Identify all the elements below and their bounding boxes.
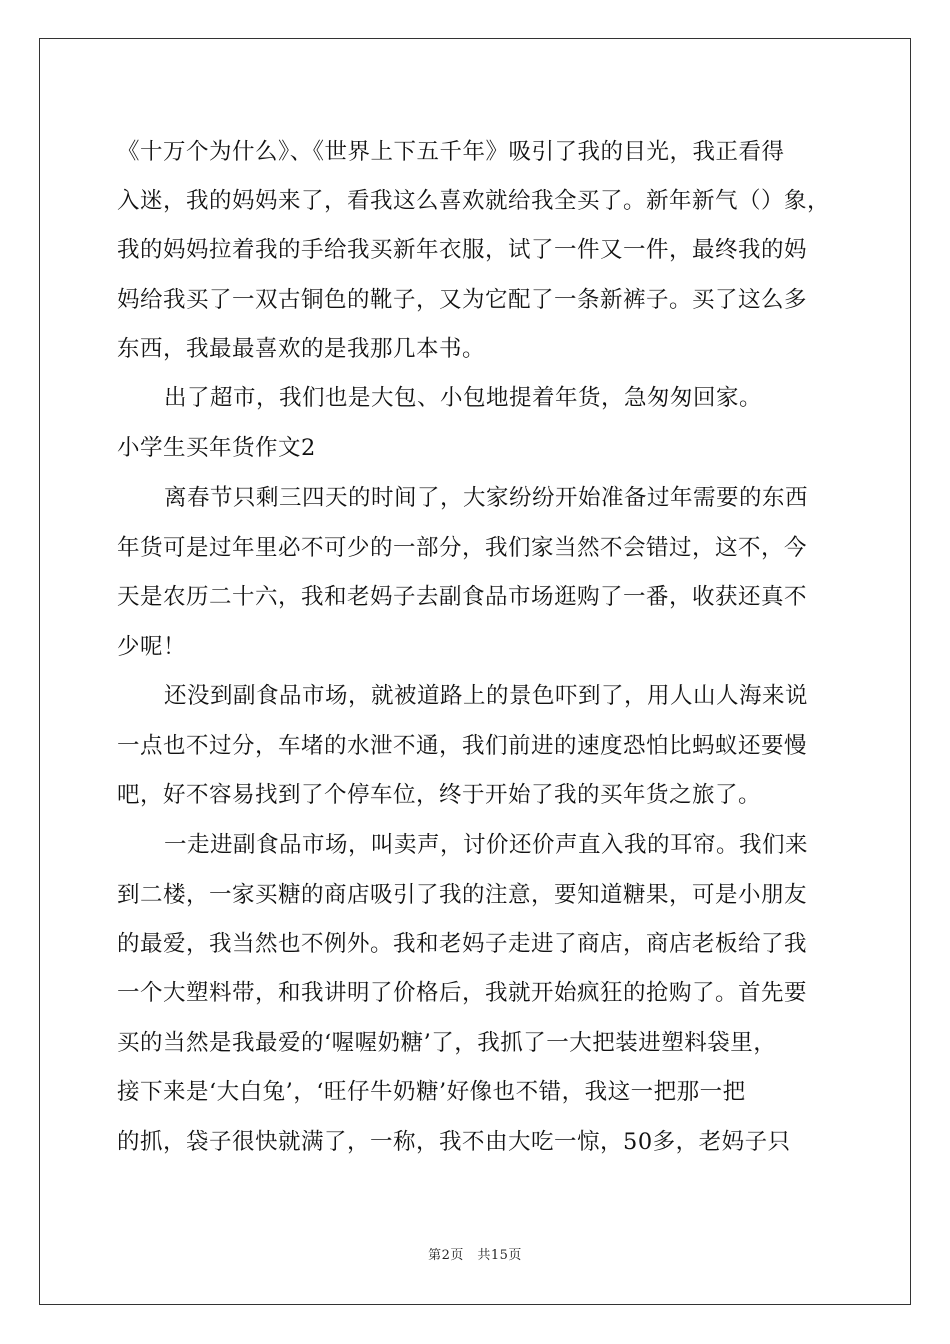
text-line-11: 少呢！ xyxy=(117,634,187,660)
text-line-6: 出了超市，我们也是大包、小包地提着年货，急匆匆回家。 xyxy=(164,385,763,411)
text-line-16: 到二楼，一家买糖的商店吸引了我的注意，要知道糖果，可是小朋友 xyxy=(117,882,808,908)
text-line-15: 一走进副食品市场，叫卖声，讨价还价声直入我的耳帘。我们来 xyxy=(164,832,809,858)
text-line-14: 吧，好不容易找到了个停车位，终于开始了我的买年货之旅了。 xyxy=(117,782,762,808)
text-line-1: 《十万个为什么》、《世界上下五千年》吸引了我的目光，我正看得 xyxy=(117,139,785,165)
page-border xyxy=(39,38,911,1305)
text-line-2: 入迷，我的妈妈来了，看我这么喜欢就给我全买了。新年新气（）象， xyxy=(117,188,831,214)
text-line-12: 还没到副食品市场，就被道路上的景色吓到了，用人山人海来说 xyxy=(164,683,809,709)
text-line-13: 一点也不过分，车堵的水泄不通，我们前进的速度恐怕比蚂蚁还要慢 xyxy=(117,733,808,759)
text-line-19: 买的当然是我最爱的‘喔喔奶糖’了，我抓了一大把装进塑料袋里， xyxy=(117,1030,777,1056)
text-line-20: 接下来是‘大白兔’，‘旺仔牛奶糖’好像也不错，我这一把那一把 xyxy=(117,1079,746,1105)
text-line-18: 一个大塑料带，和我讲明了价格后，我就开始疯狂的抢购了。首先要 xyxy=(117,980,808,1006)
page-footer: 第2页 共15页 xyxy=(428,1248,522,1263)
text-line-4: 妈给我买了一双古铜色的靴子，又为它配了一条新裤子。买了这么多 xyxy=(117,287,808,313)
text-line-9: 年货可是过年里必不可少的一部分，我们家当然不会错过，这不，今 xyxy=(117,535,808,561)
text-line-10: 天是农历二十六，我和老妈子去副食品市场逛购了一番，收获还真不 xyxy=(117,584,808,610)
text-line-5: 东西，我最最喜欢的是我那几本书。 xyxy=(117,336,486,362)
text-line-17: 的最爱，我当然也不例外。我和老妈子走进了商店，商店老板给了我 xyxy=(117,931,808,957)
text-line-21: 的抓，袋子很快就满了，一称，我不由大吃一惊，50多，老妈子只 xyxy=(117,1129,791,1155)
text-line-8: 离春节只剩三四天的时间了，大家纷纷开始准备过年需要的东西 xyxy=(164,485,809,511)
section-heading: 小学生买年货作文2 xyxy=(117,435,316,461)
text-line-3: 我的妈妈拉着我的手给我买新年衣服，试了一件又一件，最终我的妈 xyxy=(117,237,808,263)
